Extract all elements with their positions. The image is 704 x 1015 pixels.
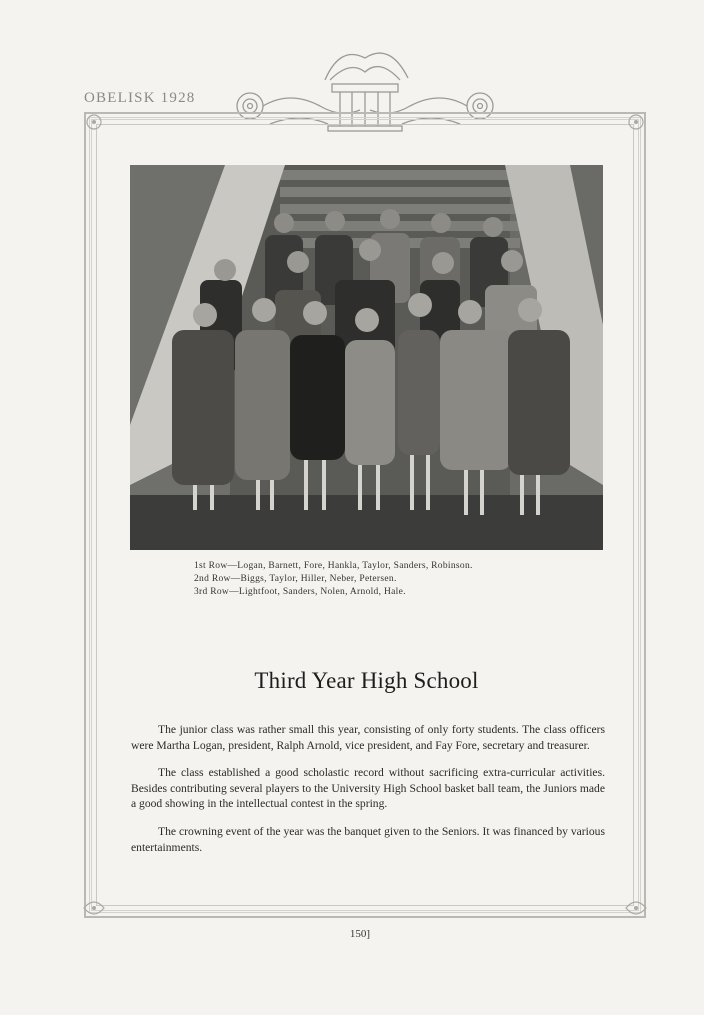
photo-caption: [194, 560, 574, 599]
paragraph: The class established a good scholastic record without sacrificing extra-curricular activities. Besides contributing several players to the University High School basket ball team, the Juniors made a good showing in the intellectual contest in the spring.: [131, 766, 605, 811]
caption-row-2: 2nd Row—Biggs, Taylor, Hiller, Neber, Petersen.: [194, 574, 397, 584]
page-number: 150]: [349, 928, 371, 940]
body-text: [131, 722, 605, 867]
corner-flourish-icon: [622, 894, 650, 922]
caption-row-1: 1st Row—Logan, Barnett, Fore, Hankla, Taylor, Sanders, Robinson.: [194, 561, 473, 571]
yearbook-header-title: OBELISK 1928: [84, 90, 196, 106]
corner-flourish-icon: [622, 108, 650, 136]
paragraph: The crowning event of the year was the banquet given to the Seniors. It was financed by various entertainments.: [131, 824, 605, 854]
paragraph: The junior class was rather small this year, consisting of only forty students. The class officers were Martha Logan, president, Ralph Arnold, vice president, and Fay Fore, secretary and treasurer.: [131, 723, 605, 752]
corner-flourish-icon: [80, 894, 108, 922]
caption-row-3: 3rd Row—Lightfoot, Sanders, Nolen, Arnold, Hale.: [194, 587, 406, 597]
section-title: Third Year High School: [254, 668, 479, 693]
class-group-photo: [130, 165, 603, 550]
corner-flourish-icon: [80, 108, 108, 136]
